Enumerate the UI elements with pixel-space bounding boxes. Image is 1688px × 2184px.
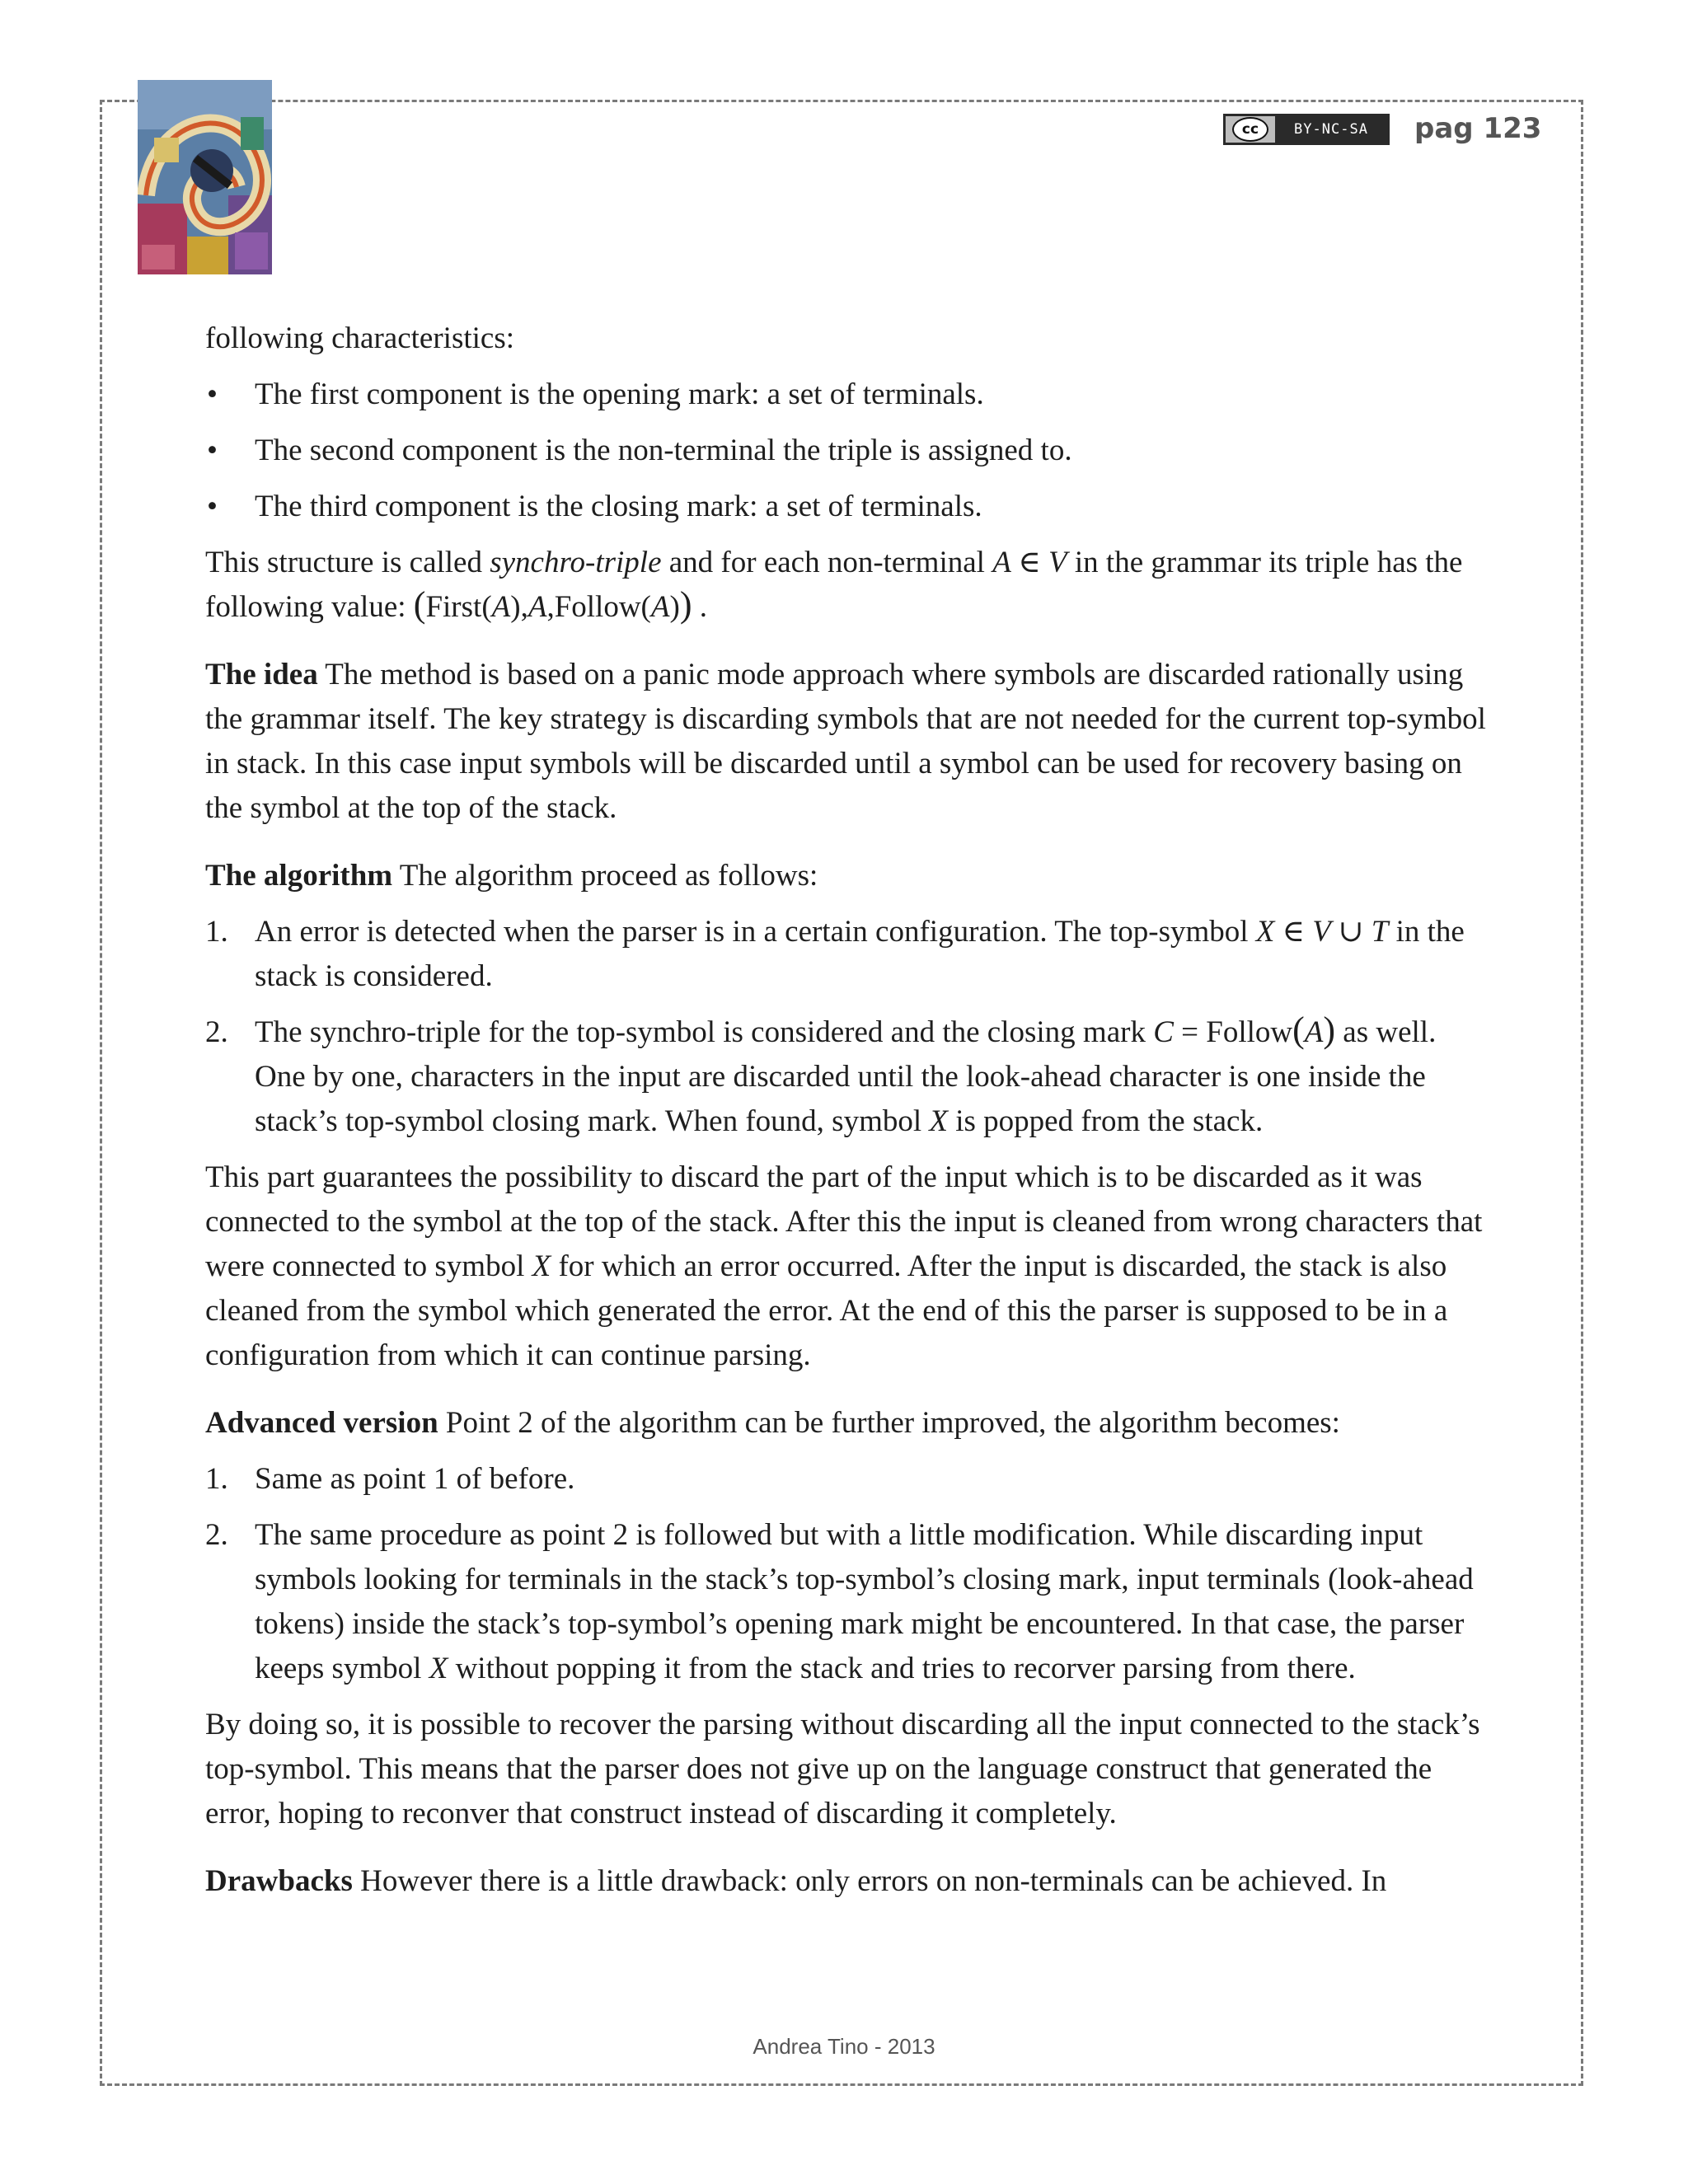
algorithm-steps: [205, 910, 1491, 1144]
license-type-label: BY-NC-SA: [1294, 121, 1368, 138]
structure-paragraph: This structure is called synchro-triple and for each non-terminal A ∈ V in the grammar its triple has the following value: (First(A),A,Follow(A)) .: [205, 546, 1463, 625]
synchro-triple-term: synchro-triple: [490, 546, 662, 579]
cc-license-badge[interactable]: [1223, 114, 1390, 145]
math-x: X: [929, 1104, 948, 1138]
guarantee-paragraph: This part guarantees the possibility to discard the part of the input which is to be discarded as it was connected to the symbol at the top of the stack. After this the input is cleaned from wrong characters that were connected to symbol X for which an error occurred. After the input is discarded, the stack is also cleaned from the symbol which generated the error. At the end of this the parser is supposed to be in a configuration from which it can continue parsing.: [205, 1160, 1483, 1372]
drawbacks-paragraph: Drawbacks However there is a little drawback: only errors on non-terminals can be achieved. In: [205, 1864, 1387, 1898]
list-item: 1. Same as point 1 of before.: [205, 1457, 1491, 1502]
idea-paragraph: The idea The method is based on a panic mode approach where symbols are discarded rationally using the grammar itself. The key strategy is discarding symbols that are not needed for the current top-symbol in stack. In this case input symbols will be discarded until a symbol can be used for recovery basing on the symbol at the top of the stack.: [205, 658, 1486, 825]
recover-paragraph: By doing so, it is possible to recover the parsing without discarding all the input connected to the stack’s top-symbol. This means that the parser does not give up on the language construct that generated the error, hoping to reconver that construct instead of discarding it completely.: [205, 1708, 1480, 1830]
bullet-text: The second component is the non-terminal the triple is assigned to.: [255, 434, 1072, 467]
page-footer: Andrea Tino - 2013: [753, 2034, 935, 2059]
list-item: 2. The synchro-triple for the top-symbol is considered and the closing mark C = Follow(A) as well. One by one, characters in the input are discarded until the look-ahead character is one inside the stack’s top-symbol closing mark. When found, symbol X is popped from the stack.: [205, 1010, 1437, 1138]
document-body: [205, 316, 1491, 1904]
list-item: 1. An error is detected when the parser is in a certain configuration. The top-symbol X ∈ V ∪ T in the stack is considered.: [205, 910, 1491, 999]
cover-artwork-image: [138, 80, 272, 274]
math-triple: (First(A),A,Follow(A)): [413, 584, 692, 625]
step-number: 1.: [205, 1462, 228, 1496]
bullet-text: The third component is the closing mark: a set of terminals.: [255, 490, 982, 523]
advanced-heading: Advanced version: [205, 1406, 438, 1440]
list-item: [205, 485, 1491, 529]
characteristics-list: [205, 373, 1491, 529]
idea-heading: The idea: [205, 658, 318, 691]
list-item: [205, 429, 1491, 473]
step-number: 1.: [205, 915, 228, 949]
step-number: 2.: [205, 1518, 228, 1552]
cc-icon: cc: [1226, 116, 1275, 143]
bullet-marker: •: [207, 490, 218, 523]
math-x-in-v-union-t: X ∈ V ∪ T: [1255, 915, 1389, 949]
math-c-equals-follow: C = Follow(A): [1153, 1010, 1336, 1050]
list-item: [205, 373, 1491, 417]
intro-line: following characteristics:: [205, 321, 515, 355]
math-x: X: [532, 1249, 551, 1283]
advanced-paragraph: Advanced version Point 2 of the algorithm can be further improved, the algorithm becomes:: [205, 1406, 1340, 1440]
advanced-steps: [205, 1457, 1491, 1691]
bullet-marker: •: [207, 434, 218, 467]
page-number: pag 123: [1414, 112, 1542, 145]
drawbacks-heading: Drawbacks: [205, 1864, 353, 1898]
bullet-text: The first component is the opening mark: a set of terminals.: [255, 377, 984, 411]
bullet-marker: •: [207, 377, 218, 411]
algorithm-paragraph: The algorithm The algorithm proceed as follows:: [205, 859, 818, 893]
algorithm-heading: The algorithm: [205, 859, 393, 893]
step-number: 2.: [205, 1015, 228, 1049]
math-a-in-v: A ∈ V: [992, 546, 1067, 579]
list-item: 2. The same procedure as point 2 is followed but with a little modification. While discarding input symbols looking for terminals in the stack’s top-symbol’s closing mark, input terminals (look-ahead tokens) inside the stack’s top-symbol’s opening mark might be encountered. In that case, the parser keeps symbol X without popping it from the stack and tries to recorver parsing from there.: [205, 1513, 1491, 1691]
math-x: X: [429, 1652, 448, 1685]
